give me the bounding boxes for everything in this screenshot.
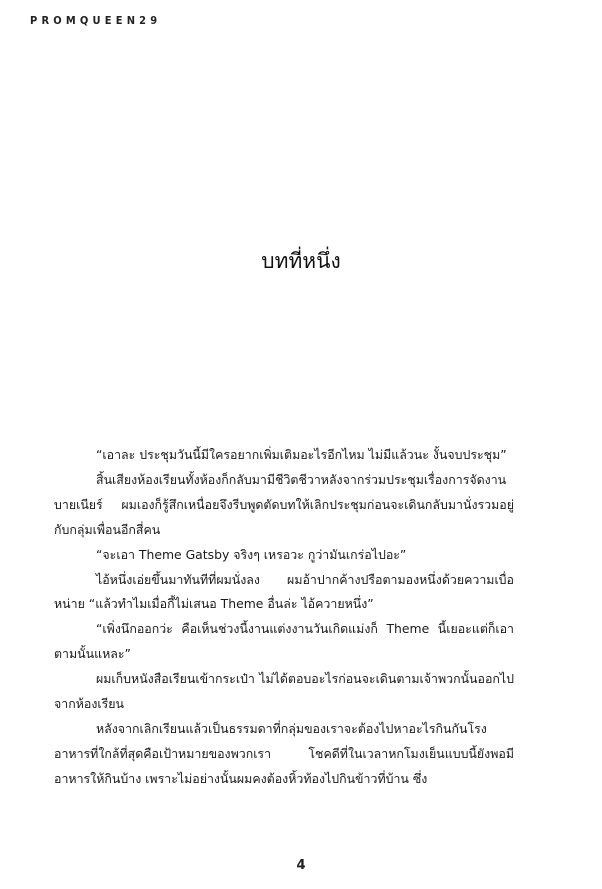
chapter-title: บทที่หนึ่ง xyxy=(261,249,341,273)
paragraph: สิ้นเสียงห้องเรียนทั้งห้องก็กลับมามีชีวิตชีวาหลังจากร่วมประชุมเรื่องการจัดงานบายเนียร์ ผมเองก็รู้สึกเหนื่อยจึงรีบพูดตัดบทให้เลิกประชุมก่อนจะเดินกลับมานั่งรวมอยู่กับกลุ่มเพื่อนอีกสี่คน xyxy=(54,471,514,537)
paragraph: หลังจากเลิกเรียนแล้วเป็นธรรมดาที่กลุ่มของเราจะต้องไปหาอะไรกินกันโรงอาหารที่ใกล้ที่สุดคือเป้าหมายของพวกเรา โชคดีที่ในเวลาหกโมงเย็นแบบนี้ยังพอมีอาหารให้กินบ้าง เพราะไม่อย่างนั้นผมคงต้องหิ้วท้องไปกินข้าวที่บ้าน ซึ่ง xyxy=(54,720,514,786)
page-number: 4 xyxy=(296,858,306,873)
paragraph: ไอ้หนึ่งเอ่ยขึ้นมาทันทีที่ผมนั่งลง ผมอ้าปากค้างปรือตามองหนึ่งด้วยความเบื่อหน่าย “แล้วทำไมเมื่อกี้ไม่เสนอ Theme อื่นล่ะ ไอ้ควายหนึ่ง” xyxy=(54,571,514,612)
paragraph: “จะเอา Theme Gatsby จริงๆ เหรอวะ กูว่ามันเกร่อไปอะ” xyxy=(96,546,407,562)
paragraph: ผมเก็บหนังสือเรียนเข้ากระเป๋า ไม่ได้ตอบอะไรก่อนจะเดินตามเจ้าพวกนั้นออกไปจากห้องเรียน xyxy=(54,671,514,712)
body-text xyxy=(54,443,514,792)
paragraph: “เพิ่งนึกออกว่ะ คือเห็นช่วงนี้งานแต่งงานวันเกิดแม่งก็ Theme นี้เยอะแต่ก็เอาตามนั้นแหละ” xyxy=(54,621,514,662)
paragraph: “เอาละ ประชุมวันนี้มีใครอยากเพิ่มเติมอะไรอีกไหม ไม่มีแล้วนะ งั้นจบประชุม” xyxy=(96,447,507,462)
running-header: PROMQUEEN29 xyxy=(30,14,162,27)
